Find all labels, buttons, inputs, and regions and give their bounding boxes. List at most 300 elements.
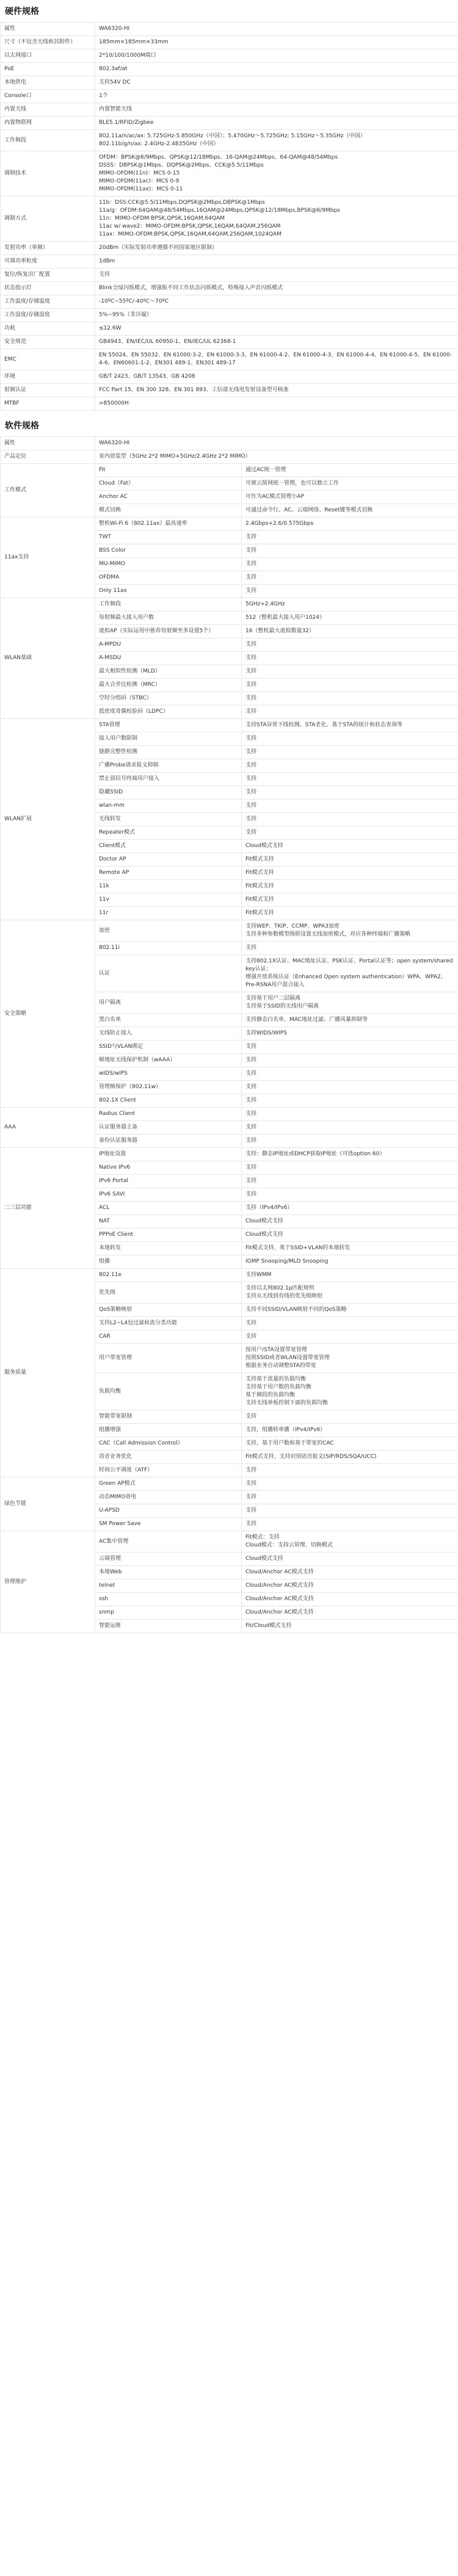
spec-value-line: 支持基于SSID的无线用户隔离 — [245, 1003, 319, 1009]
spec-label: 低密度奇偶校验码（LDPC） — [95, 705, 242, 719]
spec-label: 属性 — [1, 23, 95, 36]
spec-label: 发射功率（单频） — [1, 242, 95, 255]
spec-value-line: 支持 — [245, 1070, 257, 1077]
spec-value-line: EN 55024、EN 55032、EN 61000-3-2、EN 61000-3-3、EN 61000-4-2、EN 61000-4-3、EN 61000-4-4、EN 61000-4-5、EN 61000-4-6、EN60601-1-2、EN301 489-1、EN301 489-17 — [99, 352, 453, 366]
table-row — [1, 370, 458, 384]
spec-value-line: FCC Part 15、EN 300 328、EN 301 893、工信部无线电发射设备型号核准 — [99, 387, 289, 393]
spec-label: 隐藏SSID — [95, 786, 242, 799]
spec-label: Anchor AC — [95, 491, 242, 504]
spec-label: NAT — [95, 1215, 242, 1228]
spec-value — [242, 853, 458, 867]
spec-value-line: 支持 — [245, 1191, 257, 1197]
spec-label: 动态MIMO省电 — [95, 1491, 242, 1504]
spec-value — [95, 322, 458, 336]
table-row — [1, 336, 458, 349]
spec-value-line: 支持（IPv4/IPv6） — [245, 1205, 293, 1211]
spec-value-line: GB/T 2423、GB/T 13543、GB 4208 — [99, 373, 195, 380]
spec-value-line: 11n：MIMO-OFDM:BPSK,QPSK,16QAM,64QAM — [99, 215, 225, 222]
spec-label: 认证 — [95, 955, 242, 992]
table-row — [1, 242, 458, 255]
spec-value — [242, 1620, 458, 1633]
spec-value-line: Fit模式支持 — [245, 883, 274, 889]
spec-label: 接入用户数限制 — [95, 732, 242, 746]
spec-value-line: Cloud模式支持 — [245, 843, 283, 849]
spec-value — [242, 598, 458, 612]
spec-value-line: 支持 — [245, 1164, 257, 1171]
spec-value — [242, 1317, 458, 1330]
spec-label: 尺寸（不包含天线和其附件） — [1, 36, 95, 49]
spec-value-line: MIMO-OFDM(11ax)：MCS 0-11 — [99, 186, 183, 192]
spec-value-line: 支持 — [245, 1494, 257, 1500]
spec-value — [242, 813, 458, 826]
spec-label: 虚拟AP（实际运用中推荐每射频至多设置5个） — [95, 625, 242, 638]
spec-value-line: Fit模式：支持 — [245, 1534, 280, 1540]
spec-label: 禁止弱信号终端用户接入 — [95, 773, 242, 786]
spec-value — [242, 705, 458, 719]
spec-value-line: 可作为AC模式管理小AP — [245, 494, 304, 500]
spec-value-line: MIMO-OFDM(11ac)：MCS 0-9 — [99, 178, 180, 184]
spec-label: 最大合并比检测（MRC） — [95, 679, 242, 692]
spec-value-line: MIMO-OFDM(11n)：MCS 0-15 — [99, 170, 180, 176]
spec-label: 本地供电 — [1, 76, 95, 90]
spec-label: Green AP模式 — [95, 1477, 242, 1491]
table-row — [1, 349, 458, 370]
spec-label: OFDMA — [95, 571, 242, 585]
spec-value-line: 支持 — [245, 776, 257, 782]
table-row — [1, 151, 458, 197]
spec-value-line: 512（整机最大接入用户1024） — [245, 615, 325, 621]
spec-value — [242, 1228, 458, 1242]
spec-label: Only 11ax — [95, 585, 242, 598]
spec-group-label: WLAN扩展 — [1, 719, 95, 920]
spec-value — [242, 1424, 458, 1437]
table-row — [1, 384, 458, 397]
table-row — [1, 23, 458, 36]
table-row — [1, 518, 458, 531]
spec-value — [242, 1330, 458, 1344]
spec-value — [242, 518, 458, 531]
spec-value — [242, 893, 458, 907]
spec-value-line: 按用户/STA设置带宽管理 — [245, 1347, 307, 1353]
spec-label: 备份认证服务器 — [95, 1135, 242, 1148]
spec-value-line: 11ax：MIMO-OFDM:BPSK,QPSK,16QAM,64QAM,256QAM,1024QAM — [99, 231, 282, 237]
spec-label: IPv6 Portal — [95, 1175, 242, 1188]
spec-value — [242, 625, 458, 638]
spec-value-line: 支持 — [245, 668, 257, 674]
spec-value — [242, 585, 458, 598]
spec-value — [242, 1041, 458, 1054]
spec-value — [242, 992, 458, 1014]
spec-value — [242, 759, 458, 773]
spec-value — [242, 1054, 458, 1067]
spec-group-label: 属性 — [1, 437, 95, 450]
spec-value-line: 支持 — [245, 709, 257, 715]
spec-label: 工作频段 — [95, 598, 242, 612]
spec-value — [95, 36, 458, 49]
table-row — [1, 76, 458, 90]
spec-value-line: Fit模式支持，支持识别语音报文(SIP/RDS/SQA/UCC) — [245, 1454, 377, 1460]
spec-value — [95, 23, 458, 36]
spec-label: telnet — [95, 1579, 242, 1593]
spec-label: 用户带宽管理 — [95, 1344, 242, 1373]
spec-value — [95, 63, 458, 76]
spec-value — [242, 1477, 458, 1491]
spec-value-line: >850000H — [99, 400, 129, 406]
spec-label: EMC — [1, 349, 95, 370]
spec-value — [242, 1504, 458, 1518]
spec-value — [242, 1606, 458, 1620]
table-row — [1, 920, 458, 942]
spec-value — [242, 504, 458, 518]
table-row — [1, 397, 458, 411]
spec-group-label: 管理维护 — [1, 1531, 95, 1633]
spec-value-line: 支持：静态IP地址或DHCP获取IP地址（可选option 60） — [245, 1151, 385, 1157]
table-row — [1, 282, 458, 295]
table-row — [1, 1531, 458, 1553]
spec-value — [242, 1437, 458, 1451]
spec-label: 内置天线 — [1, 103, 95, 117]
spec-value — [242, 1014, 458, 1027]
spec-group-label: 11ax支持 — [1, 518, 95, 598]
spec-value-line: ≤12.6W — [99, 325, 122, 331]
spec-value — [242, 1242, 458, 1255]
spec-value-line: 支持不同SSID/VLAN映射不同的QoS策略 — [245, 1307, 347, 1313]
spec-label: 时间公平调度（ATF） — [95, 1464, 242, 1477]
spec-label: Doctor AP — [95, 853, 242, 867]
spec-group-label: 服务质量 — [1, 1269, 95, 1477]
spec-value — [95, 336, 458, 349]
table-row — [1, 322, 458, 336]
hardware-section — [0, 2, 458, 411]
spec-value-line: 支持 — [245, 945, 257, 951]
table-row — [1, 63, 458, 76]
spec-value-line: 支持 — [245, 789, 257, 795]
spec-value-line: 5%~95%（非冷凝） — [99, 312, 152, 318]
spec-value-line: Cloud/Anchor AC模式支持 — [245, 1582, 314, 1589]
spec-value — [242, 1410, 458, 1424]
spec-label: 链路完整性检测 — [95, 746, 242, 759]
table-row — [1, 197, 458, 242]
spec-label: 帧地址无线保护机制（wAAA） — [95, 1054, 242, 1067]
spec-value-line: 支持 — [245, 1413, 257, 1420]
spec-value-line: 2.4Gbps+2.6/0.575Gbps — [245, 521, 314, 527]
spec-value-line: Cloud模式支持 — [245, 1232, 283, 1238]
spec-label: ssh — [95, 1593, 242, 1606]
spec-label: 状态指示灯 — [1, 282, 95, 295]
spec-group-label: WLAN基础 — [1, 598, 95, 719]
software-title: 软件规格 — [5, 421, 39, 431]
hardware-spec-table — [0, 22, 458, 411]
spec-value — [242, 477, 458, 491]
spec-label: 加密 — [95, 920, 242, 942]
spec-value — [242, 638, 458, 652]
table-row — [1, 309, 458, 322]
spec-label: 环境 — [1, 370, 95, 384]
spec-value — [95, 151, 458, 197]
spec-value — [242, 1464, 458, 1477]
spec-value — [95, 370, 458, 384]
spec-label: 空时分组码（STBC） — [95, 692, 242, 705]
software-spec-table — [0, 436, 458, 1633]
spec-value — [242, 907, 458, 920]
spec-value — [242, 1215, 458, 1228]
spec-value — [242, 1269, 458, 1282]
spec-label: snmp — [95, 1606, 242, 1620]
spec-value-line: 支持 — [245, 1521, 257, 1527]
spec-value-line: Fit模式支持，基于SSID+VLAN的本地转发 — [245, 1245, 351, 1251]
spec-value-line: DSSS：DBPSK@1Mbps、DQPSK@2Mbps、CCK@5.5/11Mbps — [99, 162, 264, 168]
spec-value — [242, 1531, 458, 1553]
spec-label: 负载均衡 — [95, 1373, 242, 1410]
spec-value-line: 支持以太网802.1p匹配规则 — [245, 1285, 314, 1291]
spec-value-line: 支持 — [245, 1097, 257, 1103]
spec-value — [95, 130, 458, 151]
spec-label: 优先级 — [95, 1282, 242, 1304]
spec-label: 整机Wi-Fi 6（802.11ax）最高速率 — [95, 518, 242, 531]
spec-label: 工作频段 — [1, 130, 95, 151]
spec-label: 802.11i — [95, 942, 242, 955]
spec-label: MU-MIMO — [95, 558, 242, 571]
spec-value — [242, 799, 458, 813]
spec-value-line: 1个 — [99, 93, 108, 99]
spec-value — [242, 1304, 458, 1317]
spec-value-line: 支持WEP、TKIP、CCMP、WPA3加密 — [245, 923, 340, 929]
table-row — [1, 464, 458, 477]
spec-value-line: 支持 — [245, 588, 257, 594]
spec-value-line: 802.11a/n/ac/ax: 5.725GHz-5.850GHz（中国）；5.470GHz～5.725GHz; 5.15GHz～5.35GHz（中国） — [99, 133, 366, 139]
spec-value — [242, 880, 458, 893]
spec-value-line: 支持 — [245, 829, 257, 835]
spec-value — [242, 826, 458, 840]
spec-value-line: 185mm×185mm×33mm — [99, 39, 169, 45]
spec-value — [242, 1067, 458, 1081]
spec-label: 内置物联网 — [1, 117, 95, 130]
spec-value — [242, 1027, 458, 1041]
spec-value — [242, 1518, 458, 1531]
spec-value — [242, 840, 458, 853]
spec-value — [242, 1135, 458, 1148]
spec-label: Native IPv6 — [95, 1161, 242, 1175]
spec-value — [95, 76, 458, 90]
spec-value — [95, 90, 458, 103]
spec-value-line: 按照SSID或者WLAN设置带宽管理 — [245, 1355, 330, 1361]
spec-label: 以太网接口 — [1, 49, 95, 63]
spec-value-line: Cloud/Anchor AC模式支持 — [245, 1609, 314, 1615]
spec-value-line: 根据业务自动调整STA的带宽 — [245, 1363, 316, 1369]
spec-value — [242, 1202, 458, 1215]
spec-label: 调制方式 — [1, 197, 95, 242]
spec-label: 安全规范 — [1, 336, 95, 349]
spec-value-line: 支持 — [245, 762, 257, 768]
table-row — [1, 1148, 458, 1161]
spec-value — [242, 942, 458, 955]
spec-label: 无线防止接入 — [95, 1027, 242, 1041]
table-row — [1, 36, 458, 49]
spec-value — [95, 450, 458, 464]
spec-group-label: 二三层功能 — [1, 1148, 95, 1269]
spec-label: PPPoE Client — [95, 1228, 242, 1242]
spec-group-label: 安全策略 — [1, 920, 95, 1108]
spec-value — [242, 692, 458, 705]
table-row — [1, 255, 458, 269]
spec-value — [242, 920, 458, 942]
spec-label: 广播Probe请求报文抑制 — [95, 759, 242, 773]
spec-value-line: Fit模式支持 — [245, 897, 274, 903]
spec-value — [95, 282, 458, 295]
spec-value — [95, 295, 458, 309]
spec-value — [95, 117, 458, 130]
spec-value-line: 支持 — [245, 574, 257, 580]
spec-value — [242, 773, 458, 786]
spec-value-line: 支持 — [245, 1111, 257, 1117]
spec-label: BSS Color — [95, 544, 242, 558]
spec-value-line: 16（整机最大虚拟数量32） — [245, 628, 314, 634]
spec-label: MTBF — [1, 397, 95, 411]
spec-value-line: 11b：DSS:CCK@5.5/11Mbps,DQPSK@2Mbps,DBPSK@1Mbps — [99, 200, 265, 206]
spec-label: TWT — [95, 531, 242, 544]
table-row — [1, 598, 458, 612]
spec-value — [242, 612, 458, 625]
spec-label: CAC（Call Admission Control） — [95, 1437, 242, 1451]
spec-label: 无线转发 — [95, 813, 242, 826]
spec-value — [242, 491, 458, 504]
spec-value-line: 支持 — [245, 1124, 257, 1130]
spec-value-line: GB4943、EN/IEC/UL 60950-1、EN/IEC/UL 62368-1 — [99, 339, 236, 345]
spec-value — [242, 1566, 458, 1579]
spec-label: 组播增强 — [95, 1424, 242, 1437]
table-row — [1, 130, 458, 151]
spec-label: 工作湿度/存储湿度 — [1, 309, 95, 322]
spec-value-line: 2*10/100/1000M端口 — [99, 52, 156, 59]
spec-label: 组播 — [95, 1255, 242, 1269]
spec-value-line: 支持基于用户数的负载均衡 — [245, 1384, 312, 1390]
spec-label: Fit — [95, 464, 242, 477]
spec-value — [95, 49, 458, 63]
table-row — [1, 1477, 458, 1491]
spec-label: 黑白名单 — [95, 1014, 242, 1027]
table-row — [1, 719, 458, 732]
spec-value-line: 802.3af/at — [99, 66, 128, 72]
spec-value-line: 支持，基于用户数和基于带宽的CAC — [245, 1440, 334, 1446]
spec-value-line: 11ac w/ wave2：MIMO-OFDM:BPSK,QPSK,16QAM,64QAM,256QAM — [99, 223, 281, 229]
spec-value-line: 支持 — [245, 1333, 257, 1340]
spec-value — [242, 1121, 458, 1135]
spec-value — [242, 1175, 458, 1188]
spec-value — [242, 1553, 458, 1566]
spec-label: 复位/恢复出厂配置 — [1, 269, 95, 282]
spec-value-line: 支持 — [245, 749, 257, 755]
spec-value-line: Cloud模式支持 — [245, 1556, 283, 1562]
spec-value-line: 支持多种参数模型级联设置无线加密模式，对应各种终端和广播策略 — [245, 931, 411, 937]
spec-group-label: 产品定位 — [1, 450, 95, 464]
spec-value-line: 支持 — [245, 682, 257, 688]
spec-value — [242, 1491, 458, 1504]
spec-value-line: 20dBm（实际发射功率遵循不同国家地区限制） — [99, 245, 218, 251]
spec-label: IPv6 SAVI — [95, 1188, 242, 1202]
spec-value-line: 支持WIDS/WIPS — [245, 1030, 287, 1036]
spec-value-line: 支持 — [245, 1044, 257, 1050]
spec-value-line: 5GHz+2.4GHz — [245, 601, 285, 607]
spec-value — [242, 1188, 458, 1202]
spec-value — [95, 103, 458, 117]
spec-label: 11v — [95, 893, 242, 907]
spec-value — [242, 1593, 458, 1606]
spec-label: U-APSD — [95, 1504, 242, 1518]
table-row — [1, 90, 458, 103]
spec-value-line: WA6320-HI — [99, 26, 130, 32]
spec-label: SM Power Save — [95, 1518, 242, 1531]
spec-value — [242, 679, 458, 692]
spec-value — [95, 255, 458, 269]
spec-label: PoE — [1, 63, 95, 76]
table-row — [1, 295, 458, 309]
spec-value-line: 支持从无线到有线的优先级映射 — [245, 1293, 323, 1299]
spec-label: Client模式 — [95, 840, 242, 853]
spec-label: A-MPDU — [95, 638, 242, 652]
spec-value-line: 支持 — [245, 1138, 257, 1144]
table-row — [1, 1269, 458, 1282]
spec-value-line: 支持54V DC — [99, 79, 131, 85]
table-row — [1, 269, 458, 282]
spec-label: 云端管理 — [95, 1553, 242, 1566]
spec-value-line: 支持 — [245, 641, 257, 648]
spec-label: 调制技术 — [1, 151, 95, 197]
spec-label: 本地转发 — [95, 1242, 242, 1255]
spec-value-line: Fit/Cloud模式支持 — [245, 1623, 292, 1629]
spec-value — [242, 1081, 458, 1094]
spec-label: 管理帧保护（802.11w） — [95, 1081, 242, 1094]
spec-value-line: 可通过命令行、AC、云端网络、Reset键等模式切换 — [245, 507, 373, 513]
spec-value-line: 支持 — [245, 735, 257, 741]
spec-value — [242, 786, 458, 799]
spec-value-line: Cloud模式：支持云管理、切换模式 — [245, 1542, 333, 1548]
spec-value-line: Cloud/Anchor AC模式支持 — [245, 1569, 314, 1575]
spec-value-line: WA6320-HI — [99, 440, 130, 446]
spec-value-line: Blink全绿闪烁模式，增强版不同工作状态闪烁模式，特殊接入声音闪烁模式 — [99, 285, 283, 291]
spec-label: 智能运维 — [95, 1620, 242, 1633]
spec-label: 射频认证 — [1, 384, 95, 397]
table-row — [1, 117, 458, 130]
spec-value — [242, 719, 458, 732]
spec-value — [242, 558, 458, 571]
spec-value — [242, 464, 458, 477]
table-row — [1, 450, 458, 464]
spec-value-line: 支持 — [245, 1481, 257, 1487]
spec-label: 802.1X Client — [95, 1094, 242, 1108]
spec-label: 本地Web — [95, 1566, 242, 1579]
spec-value — [242, 1148, 458, 1161]
spec-value-line: 支持，组播转单播（IPv4/IPv6） — [245, 1427, 326, 1433]
spec-value-line: 11a/g：OFDM:64QAM@48/54Mbps,16QAM@24Mbps,QPSK@12/18Mbps,BPSK@6/9Mbps — [99, 207, 340, 214]
spec-label: 认证服务器主备 — [95, 1121, 242, 1135]
spec-label: Console口 — [1, 90, 95, 103]
spec-group-label: 工作模式 — [1, 464, 95, 518]
spec-value-line: 支持 — [245, 816, 257, 822]
hardware-title: 硬件规格 — [5, 7, 39, 16]
spec-value — [242, 1579, 458, 1593]
spec-value-line: 支持 — [245, 1178, 257, 1184]
spec-label: 用户隔离 — [95, 992, 242, 1014]
spec-value-line: 支持 — [245, 1320, 257, 1326]
spec-value — [242, 1344, 458, 1373]
spec-value — [242, 652, 458, 665]
spec-value-line: 增强开放系统认证（Enhanced Open system authentication）WPA、WPA2、Pre-RSNA用户混合接入 — [245, 974, 446, 988]
spec-value-line: 支持 — [245, 803, 257, 809]
spec-label: Repeater模式 — [95, 826, 242, 840]
spec-label: 每射频最大接入用户数 — [95, 612, 242, 625]
spec-value — [95, 269, 458, 282]
spec-value — [242, 955, 458, 992]
